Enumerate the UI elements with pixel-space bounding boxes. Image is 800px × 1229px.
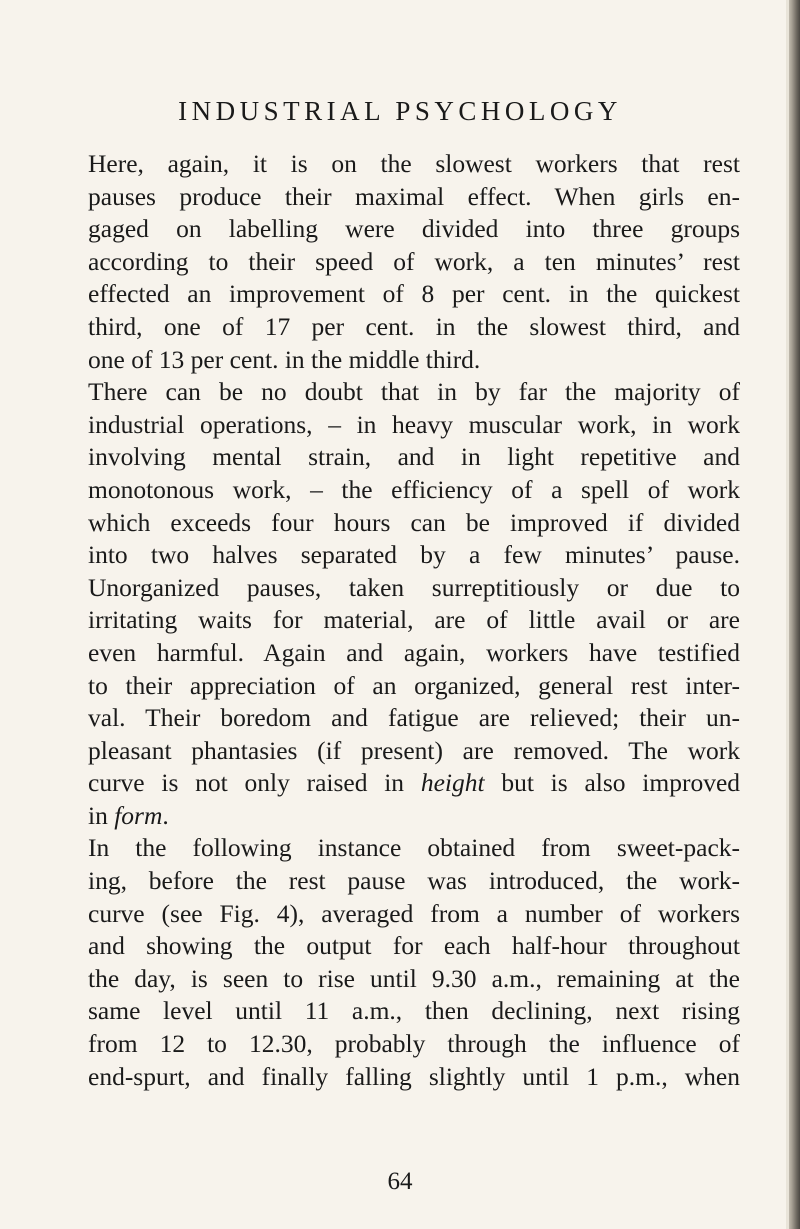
text-line: which exceeds four hours can be improved if divided	[88, 507, 740, 537]
text-line	[88, 767, 740, 800]
text-run: in	[88, 800, 108, 830]
text-line: involving mental strain, and in light repetitive and	[88, 442, 740, 472]
running-head: INDUSTRIAL PSYCHOLOGY	[178, 96, 622, 126]
paragraph-2	[88, 376, 740, 832]
text-line: In the following instance obtained from sweet-pack-	[88, 833, 740, 863]
text-line: industrial operations, – in heavy muscular work, in work	[88, 409, 740, 439]
text-line: gaged on labelling were divided into three groups	[88, 214, 740, 244]
text-line: irritating waits for material, are of little avail or are	[88, 605, 740, 635]
text-line: There can be no doubt that in by far the majority of	[88, 377, 740, 407]
emphasis-height: height	[420, 768, 485, 798]
text-run: .	[162, 800, 169, 830]
text-line: effected an improvement of 8 per cent. in the quickest	[88, 279, 740, 309]
text-line: even harmful. Again and again, workers have testified	[88, 637, 740, 667]
text-line: to their appreciation of an organized, general rest inter-	[88, 670, 740, 700]
paragraph-1	[88, 148, 740, 376]
text-line: same level until 11 a.m., then declining, next rising	[88, 996, 740, 1026]
text-line: end-spurt, and finally falling slightly until 1 p.m., when	[88, 1061, 740, 1091]
text-line: curve (see Fig. 4), averaged from a number of workers	[88, 898, 740, 928]
text-run: curve is not only raised in	[88, 768, 405, 798]
paragraph-3	[88, 832, 740, 1093]
text-line: pleasant phantasies (if present) are removed. The work	[88, 735, 740, 765]
text-line: ing, before the rest pause was introduced, the work-	[88, 866, 740, 896]
page-edge-shadow	[786, 0, 800, 1229]
text-line: according to their speed of work, a ten minutes’ rest	[88, 246, 740, 276]
text-line: Here, again, it is on the slowest workers that rest	[88, 149, 740, 178]
text-line: Unorganized pauses, taken surreptitiously or due to	[88, 572, 740, 602]
text-line: and showing the output for each half-hour throughout	[88, 931, 740, 961]
text-line: pauses produce their maximal effect. When girls en-	[88, 181, 740, 211]
page-number: 64	[387, 1168, 413, 1195]
text-line: monotonous work, – the efficiency of a spell of work	[88, 474, 740, 504]
text-line: the day, is seen to rise until 9.30 a.m., remaining at the	[88, 963, 740, 993]
emphasis-form: form	[114, 800, 163, 830]
text-line: val. Their boredom and fatigue are relieved; their un-	[88, 703, 740, 733]
text-run: but is also improved	[501, 768, 741, 798]
text-body	[88, 148, 740, 1093]
text-line: third, one of 17 per cent. in the slowest third, and	[88, 311, 740, 341]
text-line: from 12 to 12.30, probably through the influence of	[88, 1029, 740, 1059]
text-line: into two halves separated by a few minutes’ pause.	[88, 540, 740, 570]
text-line	[88, 800, 740, 833]
text-line: one of 13 per cent. in the middle third.	[88, 344, 481, 374]
